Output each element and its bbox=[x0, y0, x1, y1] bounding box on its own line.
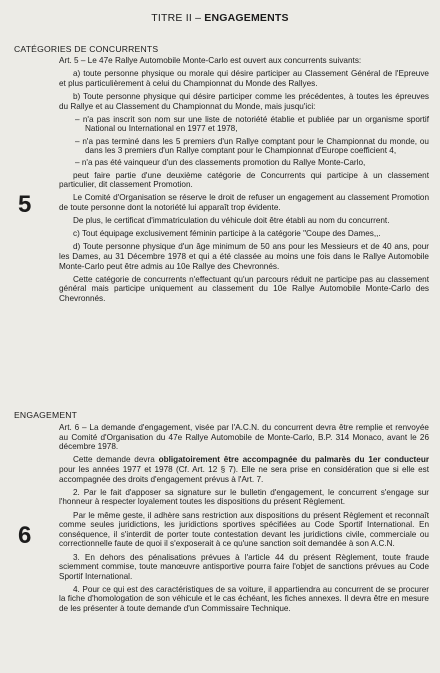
condition-3: – n'a pas été vainqueur d'un des classements promotion du Rallye Monte-Carlo, bbox=[75, 158, 366, 168]
palmares-text-end: pour les années 1977 et 1978 (Cf. Art. 12 § 7). Elle ne sera prise en considération que si elle est accompagnée des droits d'engagement prévus à l'Art. 7. bbox=[59, 464, 429, 484]
page-number-6: 6 bbox=[18, 522, 32, 549]
condition-2: – n'a pas terminé dans les 5 premiers d'un Rallye comptant pour le Championnat du monde, ou dans les 3 premiers d'un Rallye comptant pour le Championnat d'Europe coefficient 4, bbox=[75, 136, 429, 156]
page-title bbox=[0, 12, 440, 24]
committee-right: Le Comité d'Organisation se réserve le droit de refuser un engagement au classement Promotion de toute personne dont la notoriété lui apparaît trop évidente. bbox=[59, 193, 429, 212]
paragraph-palmares bbox=[59, 455, 429, 484]
paragraph-c: c) Tout équipage exclusivement féminin participe à la catégorie "Coupe des Dames,,. bbox=[73, 229, 381, 239]
section-heading-categories: CATÉGORIES DE CONCURRENTS bbox=[14, 44, 159, 54]
palmares-text-start: Cette demande devra bbox=[73, 455, 159, 465]
title-main: ENGAGEMENTS bbox=[204, 12, 289, 24]
palmares-bold-text: obligatoirement être accompagnée du palmarès du 1er conducteur bbox=[158, 455, 430, 465]
condition-1: – n'a pas inscrit son nom sur une liste de notoriété établie et publiée par un organisme sportif National ou International en 1977 et 1978, bbox=[75, 114, 429, 134]
paragraph-d: d) Toute personne physique d'un âge minimum de 50 ans pour les Messieurs et de 40 ans, pour les Dames, au 31 Décembre 1978 et qui a été classée au moins une fois dans le Rallye Automobile Monte-Carlo peut être admis au 10e Rallye des Chevronnés. bbox=[59, 242, 429, 271]
article-6: Art. 6 – La demande d'engagement, visée par l'A.C.N. du concurrent devra être remplie et renvoyée au Comité d'Organisation du 47e Rallye Automobile de Monte-Carlo, B.P. 314 Monaco, avant le 26 décembre 1978. bbox=[59, 423, 429, 452]
paragraph-a: a) toute personne physique ou morale qui désire participer au Classement Général de l'Epreuve et plus particulièrement à celui du Championnat du Monde des Rallyes. bbox=[59, 69, 429, 88]
engagement-text bbox=[59, 423, 429, 617]
paragraph-3: 3. En dehors des pénalisations prévues à l'article 44 du présent Règlement, toute fraude sciemment commise, toute manœuvre antisportive pourra faire l'objet de sanctions prévues au Code Sportif International. bbox=[59, 552, 429, 581]
page-number-5: 5 bbox=[18, 191, 32, 218]
promotion-class: peut faire partie d'une deuxième catégorie de Concurrents qui participe à un classement particulier, dit classement Promotion. bbox=[59, 170, 429, 190]
paragraph-jurisdiction: Par le même geste, il adhère sans restriction aux dispositions du présent Règlement et reconnaît comme seules juridictions, les juridictions sportives spécifiées au Code Sportif International. En conséquence, il s'interdit de porter toute contestation devant les juridictions civile, commerciale ou correctionnelle faute de quoi il s'exposerait à ce qu'une sanction soit demandée à son A.C.N. bbox=[59, 510, 429, 549]
section-heading-engagement: ENGAGEMENT bbox=[14, 410, 78, 420]
article-5-intro: Art. 5 – Le 47e Rallye Automobile Monte-Carlo est ouvert aux concurrents suivants: bbox=[59, 56, 362, 65]
paragraph-4: 4. Pour ce qui est des caractéristiques de sa voiture, il appartiendra au concurrent de se procurer la fiche d'homologation de son véhicule et le cas échéant, les fiches annexes. Il devra être en mesure de les présenter à toute demande d'un Commissaire Technique. bbox=[59, 584, 429, 614]
chevronnes-category: Cette catégorie de concurrents n'effectuant qu'un parcours réduit ne participe pas au classement général mais participe uniquement au classement du 10e Rallye Automobile Monte-Carlo des Chevronnés. bbox=[59, 274, 429, 303]
title-prefix: TITRE II – bbox=[151, 12, 205, 24]
categories-text bbox=[59, 56, 429, 307]
paragraph-2: 2. Par le fait d'apposer sa signature sur le bulletin d'engagement, le concurrent s'engage sur l'honneur à respecter loyalement toutes les dispositions du présent Règlement. bbox=[59, 487, 429, 507]
registration-certificate: De plus, le certificat d'immatriculation du véhicule doit être établi au nom du concurrent. bbox=[73, 216, 390, 226]
paragraph-b: b) Toute personne physique qui désire participer comme les précédentes, à toutes les épreuves du Rallye et au Classement du Championnat du Monde, mais jusqu'ici: bbox=[59, 91, 429, 111]
